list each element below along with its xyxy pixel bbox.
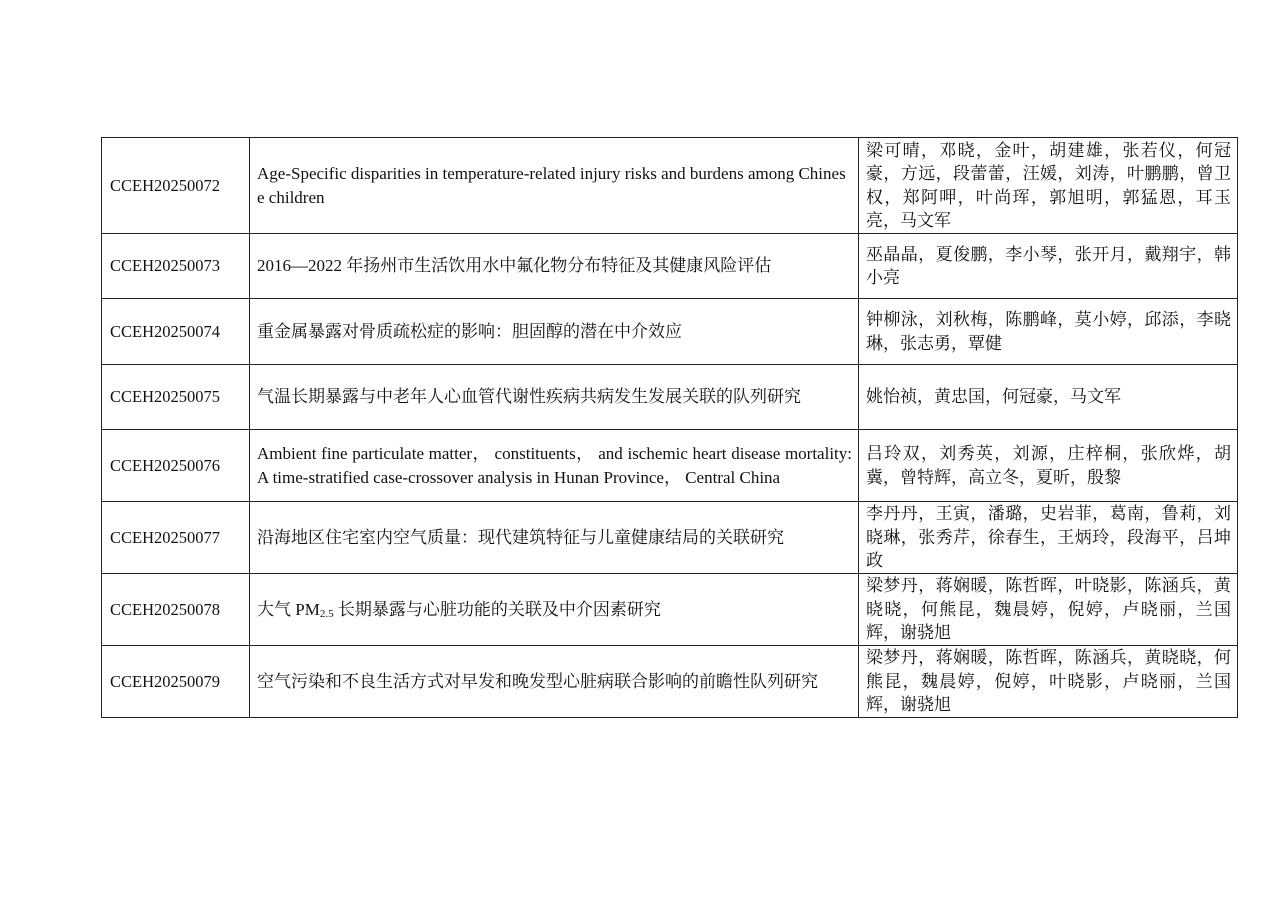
row-authors: 梁梦丹，蒋娴暖，陈哲晖，叶晓影，陈涵兵，黄晓晓，何熊昆，魏晨婷，倪婷，卢晓丽，兰国辉，谢骁旭 <box>859 574 1238 646</box>
row-title: Age-Specific disparities in temperature-related injury risks and burdens among Chinese children <box>250 138 859 234</box>
title-subscript: 2.5 <box>319 607 334 620</box>
row-id: CCEH20250075 <box>102 365 250 430</box>
row-authors: 姚怡祯，黄忠国，何冠豪，马文军 <box>859 365 1238 430</box>
row-authors: 梁梦丹，蒋娴暖，陈哲晖，陈涵兵，黄晓晓，何熊昆，魏晨婷，倪婷，叶晓影，卢晓丽，兰国辉，谢骁旭 <box>859 646 1238 718</box>
title-text-post: 长期暴露与心脏功能的关联及中介因素研究 <box>333 599 661 619</box>
row-title: 沿海地区住宅室内空气质量：现代建筑特征与儿童健康结局的关联研究 <box>250 502 859 574</box>
row-authors: 巫晶晶，夏俊鹏，李小琴，张开月，戴翔宇，韩小亮 <box>859 234 1238 299</box>
row-authors: 李丹丹，王寅，潘璐，史岩菲，葛南，鲁莉，刘晓琳，张秀芹，徐春生，王炳玲，段海平，吕坤政 <box>859 502 1238 574</box>
table-row <box>102 299 1238 365</box>
table-row <box>102 574 1238 646</box>
table-row <box>102 502 1238 574</box>
row-authors: 梁可晴，邓晓，金叶，胡建雄，张若仪，何冠豪，方远，段蕾蕾，汪媛，刘涛，叶鹏鹏，曾卫权，郑阿呷，叶尚珲，郭旭明，郭猛恩，耳玉亮，马文军 <box>859 138 1238 234</box>
table-row <box>102 138 1238 234</box>
row-id: CCEH20250076 <box>102 430 250 502</box>
row-authors: 钟柳泳，刘秋梅，陈鹏峰，莫小婷，邱添，李晓琳，张志勇，覃健 <box>859 299 1238 365</box>
row-title: 气温长期暴露与中老年人心血管代谢性疾病共病发生发展关联的队列研究 <box>250 365 859 430</box>
title-text-pre: 大气 PM <box>257 599 320 619</box>
row-title: 空气污染和不良生活方式对早发和晚发型心脏病联合影响的前瞻性队列研究 <box>250 646 859 718</box>
row-authors: 吕玲双，刘秀英，刘源，庄梓桐，张欣烨，胡冀，曾特辉，高立冬，夏昕，殷黎 <box>859 430 1238 502</box>
table-row <box>102 365 1238 430</box>
table-row <box>102 646 1238 718</box>
row-title <box>250 574 859 646</box>
row-id: CCEH20250079 <box>102 646 250 718</box>
row-id: CCEH20250073 <box>102 234 250 299</box>
row-id: CCEH20250074 <box>102 299 250 365</box>
results-table <box>101 137 1238 718</box>
table-row <box>102 234 1238 299</box>
row-id: CCEH20250072 <box>102 138 250 234</box>
row-title: Ambient fine particulate matter， constituents， and ischemic heart disease mortality: A time-stratified case-crossover analysis in Hunan Province， Central China <box>250 430 859 502</box>
row-id: CCEH20250078 <box>102 574 250 646</box>
row-title: 重金属暴露对骨质疏松症的影响：胆固醇的潜在中介效应 <box>250 299 859 365</box>
table-row <box>102 430 1238 502</box>
row-title: 2016—2022 年扬州市生活饮用水中氟化物分布特征及其健康风险评估 <box>250 234 859 299</box>
row-id: CCEH20250077 <box>102 502 250 574</box>
